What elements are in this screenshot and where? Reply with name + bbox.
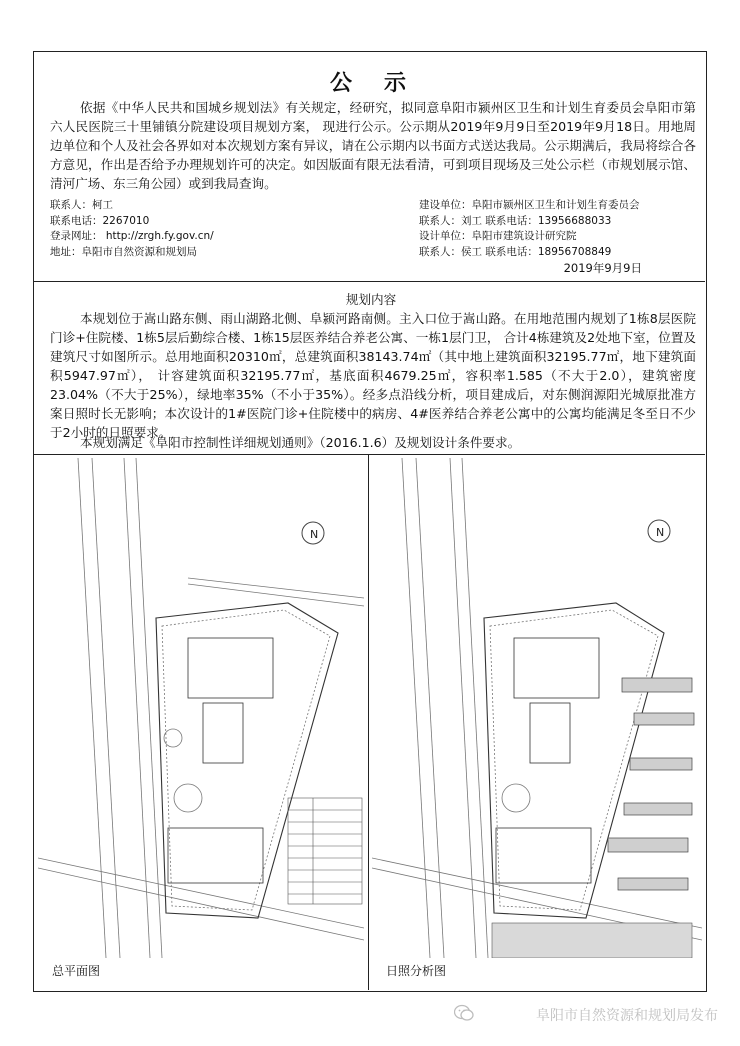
divider-1	[34, 281, 705, 282]
design-unit: 设计单位：阜阳市建筑设计研究院	[419, 230, 577, 242]
sunlight-analysis-label: 日照分析图	[386, 964, 447, 978]
divider-2	[34, 454, 705, 455]
sunlight-analysis-drawing	[372, 458, 702, 958]
north-arrow-left: N	[310, 528, 319, 541]
plan-divider	[368, 454, 369, 990]
notice-date: 2019年9月9日	[563, 261, 642, 275]
master-plan-drawing	[38, 458, 364, 958]
title-char-1: 公	[329, 71, 358, 96]
planning-paragraph: 本规划位于嵩山路东侧、雨山湖路北侧、阜颍河路南侧。主入口位于嵩山路。在用地范围内规划了1栋8层医院门诊+住院楼、1栋5层后勤综合楼、1栋15层医养结合养老公寓、一栋1层门卫， 合计4栋建筑及2处地下室，位置及建筑尺寸如图所示。总用地面积20310㎡，总建筑面积38143.74㎡（其中地上建筑面积32195.77㎡，地下建筑面积5947.97㎡）， 计容建筑面积32195.77㎡，基底面积4679.25㎡，容积率1.585（不大于2.0），建筑密度23.04%（不大于25%），绿地率35%（不小于35%）。经多点沿线分析，项目建成后，对东侧润源阳光城原批准方案日照时长无影响；本次设计的1#医院门诊+住院楼中的病房、4#医养结合养老公寓中的公寓均能满足冬至日不少于2小时的日照要求。	[50, 311, 696, 440]
watermark-text: 阜阳市自然资源和规划局发布	[536, 1008, 718, 1024]
contact-phone: 联系电话：2267010	[50, 214, 150, 227]
website-link[interactable]: 登录网址： http://zrgh.fy.gov.cn/	[50, 230, 214, 242]
title-char-2: 示	[384, 71, 413, 96]
construction-unit: 建设单位：阜阳市颍州区卫生和计划生育委员会	[419, 199, 640, 211]
north-arrow-right: N	[656, 526, 665, 539]
contact-person: 联系人：柯工	[50, 199, 113, 211]
notice-paragraph: 依据《中华人民共和国城乡规划法》有关规定，经研究，拟同意阜阳市颍州区卫生和计划生育委员会阜阳市第六人民医院三十里铺镇分院建设项目规划方案， 现进行公示。公示期从2019年9月9日至2019年9月18日。用地周边单位和个人及社会各界如对本次规划方案有异议，请在公示期内以书面方式送达我局。公示期满后，我局将综合各方意见，作出是否给予办理规划许可的决定。如因版面有限无法看清，可到项目现场及三处公示栏（市规划展示馆、清河广场、东三角公园）或到我局查询。	[50, 100, 696, 191]
notice-title	[34, 66, 708, 97]
wechat-icon	[454, 1004, 474, 1022]
contact-left	[50, 198, 214, 260]
planning-conclusion: 本规划满足《阜阳市控制性详细规划通则》（2016.1.6）及规划设计条件要求。	[80, 435, 521, 450]
planning-title: 规划内容	[345, 292, 397, 307]
notice-frame	[33, 51, 707, 992]
design-contact: 联系人：侯工 联系电话：18956708849	[419, 245, 612, 258]
master-plan-label: 总平面图	[52, 964, 101, 978]
construction-contact: 联系人：刘工 联系电话：13956688033	[419, 214, 612, 227]
contact-right	[419, 198, 640, 260]
address: 地址：阜阳市自然资源和规划局	[50, 245, 197, 258]
